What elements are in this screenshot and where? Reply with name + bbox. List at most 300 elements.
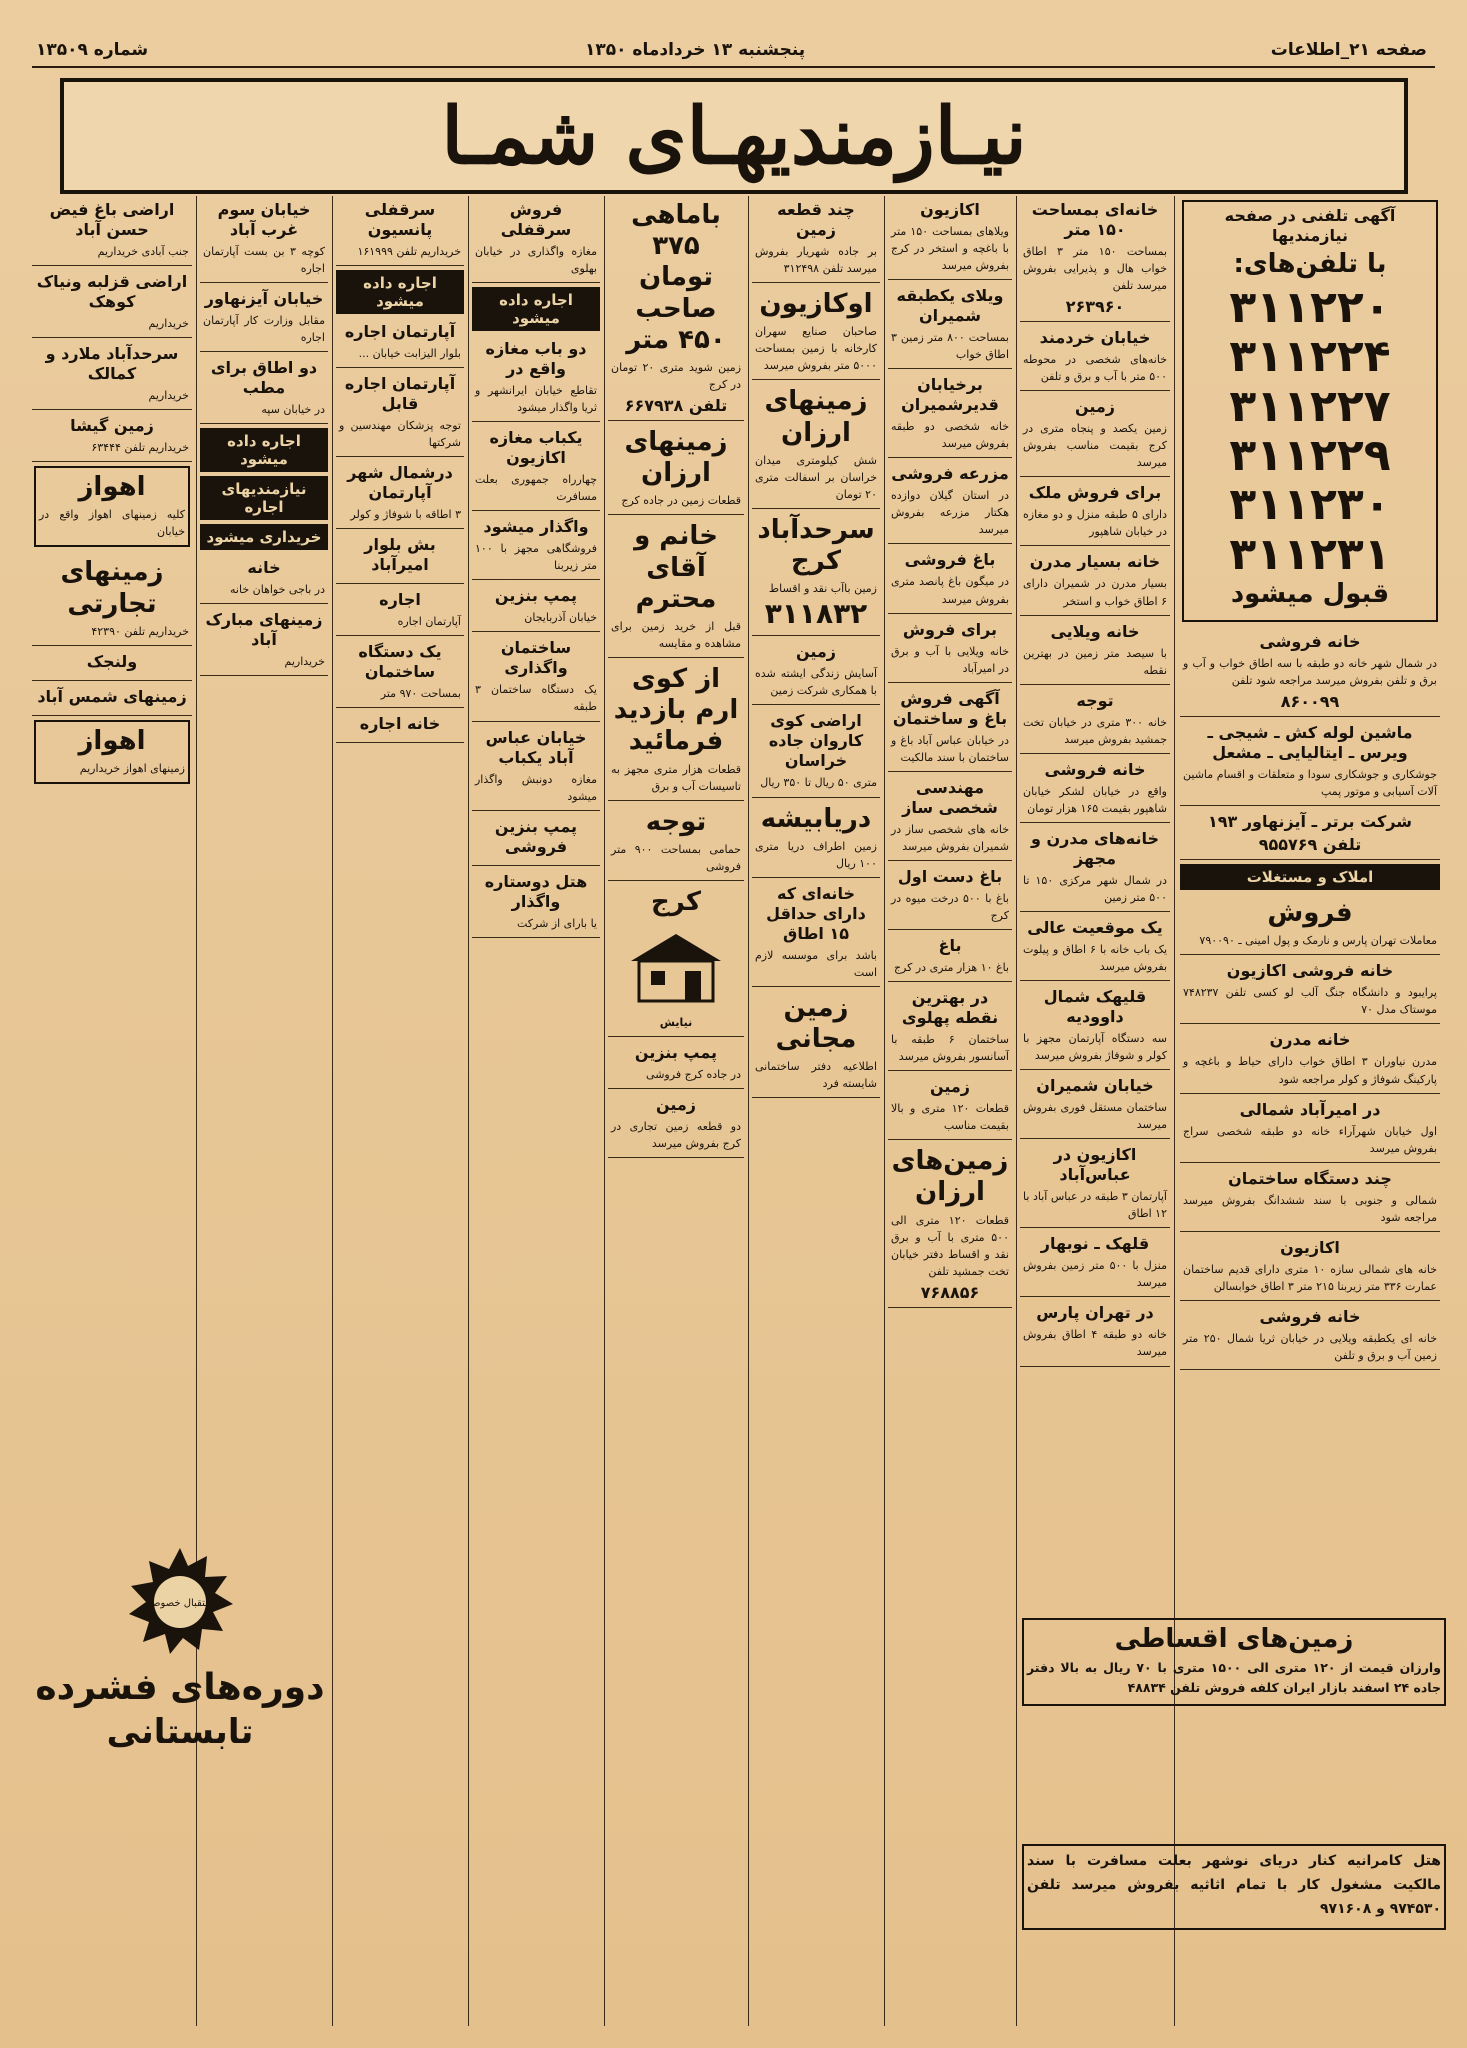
ad-text: خانه‌های شخصی در محوطه ۵۰۰ متر با آب و برق و تلفن <box>1023 353 1167 384</box>
ad-title: قلیهک شمال داوودیه <box>1043 987 1147 1027</box>
classified-ad <box>472 868 600 938</box>
classified-ad <box>888 460 1012 544</box>
classified-ad <box>472 724 600 811</box>
classified-ad <box>472 335 600 422</box>
ad-text: در استان گیلان دوازده هکتار مزرعه بفروش میرسد <box>891 489 1009 537</box>
classified-ad <box>200 554 328 604</box>
classified-ad <box>1020 983 1170 1070</box>
featured-ad <box>888 1142 1012 1308</box>
ad-text: ۳ اطاقه با شوفاژ و کولر <box>350 508 461 522</box>
ad-text: یک باب خانه با ۶ اطاق و پیلوت بفروش میرسد <box>1023 942 1168 973</box>
classified-ad <box>34 720 190 784</box>
ad-title: اکازیون <box>1280 1237 1340 1257</box>
ad-title: زمین‌های اقساطی <box>1114 1624 1354 1654</box>
section-header-rent: اجاره داده میشود <box>200 428 328 472</box>
house-illustration-icon <box>621 926 731 1006</box>
classified-ad <box>1020 1299 1170 1366</box>
classified-ad <box>472 813 600 866</box>
classified-ad <box>1180 1096 1440 1163</box>
classified-ad <box>752 382 880 509</box>
classified-ad <box>888 774 1012 861</box>
ad-title: در تهران پارس <box>1036 1303 1154 1323</box>
ad-title: زمین‌های ارزان <box>891 1146 1009 1208</box>
classified-ad <box>336 531 464 584</box>
ad-text: اول خیابان شهرآراء خانه دو طبقه شخصی سراج بفروش میرسد <box>1183 1124 1437 1155</box>
ad-title: خانه اجاره <box>359 714 441 734</box>
classified-ad <box>1020 618 1170 685</box>
classified-ad <box>1020 324 1170 391</box>
classified-ad <box>752 511 880 636</box>
classified-ad <box>32 196 192 266</box>
classified-ad <box>1020 393 1170 477</box>
classified-ad <box>200 285 328 352</box>
ad-title: زمینهای ارزان <box>764 386 868 448</box>
ad-text: واقع در خیابان لشکر خیابان شاهپور بقیمت ۱۶۵ هزار تومان <box>1023 784 1167 815</box>
ad-title: خانه فروشی اکازیون <box>1226 961 1394 981</box>
phone-box <box>1182 200 1438 622</box>
ad-title: زمینهای مبارک آباد <box>205 610 323 650</box>
ad-text: چهارراه جمهوری بعلت مسافرت <box>475 473 597 504</box>
ad-title: توجه <box>1076 690 1114 710</box>
classified-ad <box>608 517 744 658</box>
ad-text: متری ۵۰ ریال تا ۳۵۰ ریال <box>760 776 877 790</box>
ad-phone: تلفن ۹۵۵۷۶۹ <box>1258 835 1362 855</box>
classified-ad <box>1020 914 1170 981</box>
ad-text: فروشگاهی مجهز با ۱۰۰ متر زیربنا <box>475 542 597 573</box>
column-5 <box>608 196 744 2026</box>
ad-text: دارای ۵ طبقه منزل و دو مغازه در خیابان شاهپور <box>1023 508 1167 539</box>
ad-text: خانه ای یکطبقه ویلایی در خیابان ثریا شمال ۲۵۰ متر زمین آب و برق و تلفن <box>1183 1331 1437 1362</box>
classified-ad <box>472 513 600 580</box>
classified-ad <box>1020 548 1170 615</box>
classified-ad <box>608 423 744 515</box>
classified-ad <box>200 196 328 283</box>
phone-number: ۳۱۱۲۲۷ <box>1229 380 1391 432</box>
ad-title: خیابان آیزنهاور <box>204 289 324 309</box>
ad-text: تقاطع خیابان ایرانشهر و ثریا واگذار میشود <box>475 384 597 415</box>
ad-text: جوشکاری و جوشکاری سودا و متعلقات و اقسام ماشین آلات آسیابی و موتور پمپ <box>1183 768 1437 799</box>
classified-ad <box>888 282 1012 369</box>
ad-text: خانه ۳۰۰ متری در خیابان تخت جمشید بفروش میرسد <box>1023 715 1167 746</box>
ad-text: هتل کامرانیه کنار دریای نوشهر بعلت مسافرت با سند مالکیت مشغول کار با تمام اثاثیه بفروش میرسد تلفن ۹۷۴۵۳۰ و ۹۷۱۶۰۸ <box>1027 1853 1441 1917</box>
ad-phone: ۷۶۸۸۵۶ <box>920 1282 980 1302</box>
header-page-label: صفحه ۲۱_اطلاعات <box>1270 40 1427 60</box>
ad-text: بر جاده شهریار بفروش میرسد تلفن ۳۱۲۴۹۸ <box>755 245 877 276</box>
ad-title: چند قطعه زمین <box>777 200 855 239</box>
ad-title: زمین مجانی <box>775 992 857 1055</box>
big-phone: ۳۱۱۸۳۲ <box>764 597 868 631</box>
ad-text: خریداریم <box>148 389 189 403</box>
ad-text: در خیابان عباس آباد باغ و ساختمان با سند مالکیت <box>891 733 1009 764</box>
ad-text: زمین شوید متری ۲۰ تومان در کرج <box>611 360 742 391</box>
classified-ad <box>1180 808 1440 860</box>
ad-title: زمین <box>929 1077 971 1097</box>
ad-title: خانه فروشی <box>1044 759 1146 779</box>
classified-ad <box>752 285 880 380</box>
ad-text: زمین باآب نقد و اقساط <box>768 582 877 596</box>
classified-ad <box>1180 1234 1440 1301</box>
ad-text: خانه های شخصی ساز در شمیران بفروش میرسد <box>891 822 1009 853</box>
ad-title: پمپ بنزین <box>634 1043 718 1063</box>
classified-ad <box>752 638 880 705</box>
classified-ad <box>336 196 464 266</box>
ad-text: خریداریم تلفن ۴۲۳۹۰ <box>91 624 189 638</box>
ad-title: زمینهای تجارتی <box>60 557 164 619</box>
ad-title: آپارتمان اجاره قابل <box>344 374 456 414</box>
classified-ad <box>608 196 744 421</box>
ad-text: ساختمان ۶ طبقه با آسانسور بفروش میرسد <box>891 1032 1009 1064</box>
ad-text: مدرن نیاوران ۳ اطاق خواب دارای حیاط و باغچه و پارکینگ شوفاژ و کولر مراجعه شود <box>1183 1055 1437 1086</box>
ad-text: قطعات ۱۲۰ متری و بالا بقیمت مناسب <box>891 1102 1009 1133</box>
classified-ad <box>1180 719 1440 806</box>
column-rule <box>332 196 333 2026</box>
ad-title: یک دستگاه ساختمان <box>358 642 442 682</box>
ad-text: زمینهای اهواز خریداریم <box>79 762 185 776</box>
ad-text: خانه دو طبقه ۴ اطاق بفروش میرسد <box>1023 1328 1167 1359</box>
ad-title: سرقفلی پانسیون <box>364 200 436 239</box>
header-rule <box>32 66 1435 68</box>
ad-text: قبل از خرید زمین برای مشاهده و مقایسه <box>611 620 741 651</box>
classified-ad <box>752 707 880 797</box>
classified-ad <box>1180 1303 1440 1370</box>
ad-text: توجه پزشکان مهندسین و شرکتها <box>339 419 461 450</box>
ad-phone: ۲۶۳۹۶۰ <box>1065 297 1125 317</box>
classified-ad <box>608 803 744 881</box>
ad-title: از کوی ارم بازدید فرمائید <box>613 664 739 757</box>
classified-ad <box>752 196 880 283</box>
ad-text: خریداریم تلفن ۶۳۴۴۴ <box>91 441 189 455</box>
classified-ad <box>32 648 192 681</box>
phone-number: ۳۱۱۲۳۰ <box>1229 479 1391 531</box>
phone-number: ۳۱۱۲۲۴ <box>1229 331 1391 383</box>
ad-title: خیابان خردمند <box>1039 328 1151 348</box>
ad-title: خانه <box>247 558 281 578</box>
ad-title: دریابیشه <box>760 803 872 834</box>
classified-ad <box>1020 825 1170 912</box>
ad-title: باغ <box>938 935 962 955</box>
banner-title: نیـازمندیهـای شمـا <box>441 90 1027 182</box>
ad-phone: ۸۶۰۰۹۹ <box>1280 692 1340 712</box>
ad-text: باشد برای موسسه لازم است <box>755 948 877 979</box>
starburst-seal-icon <box>125 1546 235 1656</box>
ad-text: مغازه دونبش واگذار میشود <box>475 772 597 803</box>
ad-title: فروش سرقفلی <box>500 200 572 239</box>
phone-number: ۳۱۱۲۲۰ <box>1229 282 1391 334</box>
ad-title: بش بلوار امیرآباد <box>364 535 436 575</box>
ad-title: مهندسی شخصی ساز <box>902 777 998 817</box>
column-rule <box>604 196 605 2026</box>
ad-text: خانه های شمالی سازه ۱۰ متری دارای قدیم ساختمان عمارت ۳۳۶ متر زیربنا ۲۱۵ متر ۳ اطاق خوابسالن <box>1183 1262 1438 1293</box>
classified-ad <box>336 710 464 743</box>
ad-text: معاملات تهران پارس و نارمک و پول امینی ـ ۷۹۰۰۹۰ <box>1199 934 1437 948</box>
ad-text: ویلاهای بمساحت ۱۵۰ متر با باغچه و استخر در کرج بفروش میرسد <box>891 225 1009 273</box>
classified-ad <box>200 354 328 424</box>
ad-title: خانم و آقای محترم <box>634 521 718 614</box>
ad-text: در شمال شهر مرکزی ۱۵۰ تا ۵۰۰ متر زمین <box>1023 873 1167 904</box>
ad-text: زمین اطراف دریا متری ۱۰۰ ریال <box>755 839 877 870</box>
classified-ad <box>1020 479 1170 546</box>
summer-courses-ad <box>32 1540 328 2020</box>
classified-ad <box>888 984 1012 1071</box>
ad-title: باماهی ۳۷۵ تومان صاحب ۴۵۰ متر <box>626 200 726 355</box>
ad-text: اطلاعیه دفتر ساختمانی شایسته فرد <box>755 1060 877 1091</box>
ad-text: حمامی بمساحت ۹۰۰ متر فروشی <box>611 842 741 873</box>
classified-ad <box>1180 1165 1440 1232</box>
ad-text: زمین یکصد و پنجاه متری در کرج بقیمت مناسب بفروش میرسد <box>1023 422 1167 470</box>
classified-ad <box>1020 1230 1170 1297</box>
classified-ad <box>752 800 880 878</box>
ad-text: ساختمان مستقل فوری بفروش میرسد <box>1023 1101 1167 1132</box>
ad-text: قطعات زمین در جاده کرج <box>621 494 741 508</box>
classified-ad <box>1180 1026 1440 1093</box>
ad-text: صاحبان صنایع سهران کارخانه با زمین بمساحت ۵۰۰۰ متر بفروش میرسد <box>755 325 877 373</box>
installment-lands-ad <box>1022 1618 1446 1706</box>
ad-text: با سیصد متر زمین در بهترین نقطه <box>1023 646 1167 677</box>
ad-text: خیابان آذربایجان <box>524 611 597 625</box>
ad-title: سرحدآباد کرج <box>757 514 875 577</box>
ad-text: آپارتمان اجاره <box>397 615 461 629</box>
ad-text: وارزان قیمت از ۱۲۰ متری الی ۱۵۰۰ متری با ۷۰ ریال به بالا دفتر جاده ۲۴ اسفند بازار ایران کلفه فروش تلفن ۴۸۸۳۴ <box>1027 1660 1441 1695</box>
ad-title: باغ دست اول <box>897 866 1003 886</box>
classified-ad <box>888 863 1012 930</box>
ad-text: بمساحت ۱۵۰ متر ۳ اطاق خواب هال و پذیرایی بفروش میرسد تلفن <box>1023 245 1168 293</box>
ad-title: واگذار میشود <box>483 517 589 537</box>
classified-ad <box>608 1091 744 1158</box>
ad-title: اراضی کوی کاروان جاده خراسان <box>768 711 864 771</box>
column-rule <box>748 196 749 2026</box>
ad-title: دو اطاق برای مطب <box>210 358 318 398</box>
classified-ad <box>888 685 1012 772</box>
ad-title: برای فروش ملک <box>1028 483 1162 503</box>
classified-ad <box>472 582 600 632</box>
phone-box-lead: آگهی تلفنی در صفحه نیازمندیها <box>1224 206 1396 245</box>
column-6 <box>472 196 600 2026</box>
ad-text: خانه ویلایی با آب و برق در امیرآباد <box>891 644 1009 675</box>
classified-ad <box>336 370 464 457</box>
ad-text: قطعات ۱۲۰ متری الی ۵۰۰ متری با آب و برق نقد و اقساط دفتر خیابان تخت جمشید تلفن <box>891 1213 1009 1278</box>
ad-title: زمین <box>795 642 837 662</box>
column-rule <box>468 196 469 2026</box>
column-7 <box>336 196 464 2026</box>
classified-ad <box>1020 196 1170 322</box>
classified-ad <box>608 660 744 801</box>
classified-ad <box>1020 1141 1170 1228</box>
classified-ad <box>1180 894 1440 955</box>
ad-text: کوچه ۳ بن بست آپارتمان اجاره <box>203 245 325 276</box>
ad-text: بمساحت ۹۷۰ متر <box>380 687 461 701</box>
ad-title: آگهی فروش باغ و ساختمان <box>892 688 1008 728</box>
column-rule <box>884 196 885 2026</box>
ad-title: خانه بسیار مدرن <box>1029 552 1161 572</box>
ad-title: ماشین لوله کش ـ شیجی ـ ویرس ـ ایتالیایی ـ مشعل <box>1207 723 1413 763</box>
classified-ad <box>472 634 600 721</box>
ad-text: در باجی خواهان خانه <box>230 583 325 597</box>
ad-title: سرحدآباد ملارد و کمالک <box>45 344 179 384</box>
ad-text: باغ ۱۰ هزار متری در کرج <box>893 960 1009 974</box>
ad-title: در امیرآباد شمالی <box>1239 1099 1381 1119</box>
ad-text: نیایش <box>659 1016 693 1030</box>
phone-box-with: با تلفن‌های: <box>1233 249 1387 279</box>
ad-title: برای فروش <box>902 619 998 639</box>
section-header-buy: خریداری میشود <box>200 524 328 550</box>
classified-ad <box>1180 957 1440 1024</box>
ad-title: خیابان عباس آباد یکباب <box>485 727 587 767</box>
column-3 <box>888 196 1012 2026</box>
ad-text: خریداریم <box>148 317 189 331</box>
ad-title: قلهک ـ نوبهار <box>1040 1234 1150 1254</box>
section-header-estate: املاک و مستغلات <box>1180 864 1440 890</box>
section-banner <box>60 78 1408 194</box>
ad-text: آسایش زندگی ایشته شده با همکاری شرکت زمین <box>755 667 877 698</box>
classified-ad <box>472 424 600 511</box>
ad-text: دو قطعه زمین تجاری در کرج بفروش میرسد <box>611 1120 741 1151</box>
ad-title: اجاره <box>379 590 421 610</box>
ad-text: مقابل وزارت کار آپارتمان اجاره <box>203 314 325 345</box>
ad-text: قطعات هزار متری مجهز به تاسیسات آب و برق <box>611 762 741 793</box>
ad-title: پمپ بنزین فروشی <box>494 816 578 856</box>
classified-ad <box>32 412 192 462</box>
classified-ad <box>32 268 192 338</box>
phone-number: ۳۱۱۲۲۹ <box>1229 429 1391 481</box>
classified-ad <box>752 989 880 1098</box>
classified-ad <box>752 880 880 987</box>
ad-title: خانه‌ای بمساحت ۱۵۰ متر <box>1031 200 1159 239</box>
ad-title: چند دستگاه ساختمان <box>1228 1168 1392 1188</box>
ad-title: خانه‌ای که دارای حداقل ۱۵ اطاق <box>766 883 866 943</box>
classified-ad <box>888 1073 1012 1140</box>
ad-title: دو باب مغازه واقع در <box>485 339 587 379</box>
ad-title: اوکازیون <box>759 289 873 320</box>
classified-ad <box>34 466 190 547</box>
classified-ad <box>1180 628 1440 717</box>
ad-phone: تلفن ۶۶۷۹۳۸ <box>624 396 728 416</box>
ad-text: خریداریم <box>284 655 325 669</box>
ad-title: اکازیون <box>920 200 980 219</box>
ad-text: خانه شخصی دو طبقه بفروش میرسد <box>891 420 1009 451</box>
column-2 <box>1020 196 1170 1606</box>
ad-subtitle: تابستانی <box>106 1712 254 1753</box>
ad-title: دوره‌های فشرده <box>35 1667 325 1708</box>
ad-title: پمپ بنزین <box>494 586 578 606</box>
ad-title: زمین <box>655 1095 697 1115</box>
classified-ad <box>200 606 328 676</box>
seal-text: استقبال خصوصی <box>143 1598 217 1609</box>
ad-title: یکباب مغازه اکازیون <box>489 428 583 468</box>
header-date: پنجشنبه ۱۳ خردادماه ۱۳۵۰ <box>585 40 806 60</box>
phone-number: ۳۱۱۲۳۱ <box>1229 528 1391 580</box>
classified-ad <box>336 318 464 368</box>
ad-title: زمینهای ارزان <box>624 427 728 489</box>
ad-title: آپارتمان اجاره <box>344 322 456 342</box>
ad-title: زمین گیشا <box>70 416 154 436</box>
ad-text: خریداریم تلفن ۱۶۱۹۹۹ <box>357 245 461 258</box>
ad-text: بسیار مدرن در شمیران دارای ۶ اطاق خواب و استخر <box>1023 577 1167 608</box>
classified-ad <box>32 683 192 716</box>
ad-title: اراضی باغ فیض حسن آباد <box>49 200 175 239</box>
column-4 <box>752 196 880 2026</box>
ad-title: خانه فروشی <box>1259 1306 1361 1326</box>
classified-ad <box>888 616 1012 683</box>
ad-title: خانه‌های مدرن و مجهز <box>1030 828 1160 868</box>
classified-ad <box>336 638 464 708</box>
ad-title: توجه <box>645 806 707 837</box>
ad-text: منزل با ۵۰۰ متر زمین بفروش میرسد <box>1023 1259 1167 1290</box>
section-header-rent: اجاره داده میشود <box>472 287 600 331</box>
ad-title: خانه مدرن <box>1269 1030 1351 1050</box>
ad-title: برخیابان قدیرشمیران <box>901 375 999 415</box>
column-rule <box>1016 196 1017 2026</box>
classified-ad <box>32 553 192 645</box>
ad-text: بلوار الیزابت خیابان ... <box>358 347 461 361</box>
classified-ad <box>32 340 192 410</box>
ad-title: باغ فروشی <box>904 550 996 570</box>
ad-title: هتل دوستاره واگذار <box>484 871 588 911</box>
ad-title: در بهترین نقطه پهلوی <box>901 987 999 1027</box>
ad-title: ولنجک <box>86 651 138 671</box>
ad-text: در میگون باغ پانصد متری بفروش میرسد <box>891 575 1009 606</box>
ad-text: یا بارای از شرکت <box>517 916 597 930</box>
ad-title: اکازیون در عباس‌آباد <box>1053 1145 1137 1185</box>
ad-title: مزرعه فروشی <box>891 464 1009 484</box>
classified-ad <box>1020 687 1170 754</box>
phone-box-accepted: قبول میشود <box>1230 578 1390 609</box>
ad-title: خیابان سوم غرب آباد <box>217 200 311 239</box>
classified-ad <box>608 883 744 1037</box>
ad-text: آپارتمان ۳ طبقه در عباس آباد با ۱۲ اطاق <box>1023 1190 1167 1221</box>
ad-text: کلیه زمینهای اهواز واقع در خیابان <box>39 508 185 539</box>
column-9 <box>32 196 192 1526</box>
section-header-rent: اجاره داده میشود <box>336 270 464 314</box>
ad-title: ساختمان واگذاری <box>500 638 572 678</box>
ad-title: خیابان شمیران <box>1036 1076 1154 1096</box>
ad-text: شمالی و جنوبی با سند ششدانگ بفروش میرسد مراجعه شود <box>1183 1193 1437 1224</box>
ad-title: درشمال شهر آپارتمان <box>347 463 453 503</box>
classified-ad <box>336 586 464 636</box>
ad-title: زمین <box>1074 397 1116 417</box>
hotel-ad <box>1022 1844 1446 1930</box>
ad-title: اهواز <box>78 725 146 756</box>
ad-title: خانه فروشی <box>1259 631 1361 651</box>
ad-title: یک موقعیت عالی <box>1027 917 1163 937</box>
classified-ad <box>888 196 1012 280</box>
header-issue: شماره ۱۳۵۰۹ <box>36 40 149 60</box>
classified-ad <box>608 1039 744 1089</box>
ad-text: در جاده کرج فروشی <box>646 1068 741 1082</box>
ad-text: مغازه واگذاری در خیابان بهلوی <box>475 245 597 276</box>
ad-text: شش کیلومتری میدان خراسان بر اسفالت متری ۲۰ تومان <box>755 453 877 501</box>
ad-title: کرج <box>650 887 702 918</box>
ad-text: پرایبود و دانشگاه جنگ آلب لو کسی تلفن ۷۴۸۲۳۷ موستاک مدل ۷۰ <box>1183 986 1437 1017</box>
column-rule <box>1174 196 1175 2026</box>
column-1 <box>1180 196 1440 2026</box>
classified-ad <box>888 546 1012 613</box>
ad-text: در شمال شهر خانه دو طبقه با سه اطاق خواب و آب و برق و تلفن بفروش میرسد مراجعه شود تلفن <box>1183 656 1437 688</box>
ad-text: جنب آبادی خریداریم <box>97 245 189 258</box>
ad-text: یک دستگاه ساختمان ۳ طبقه <box>475 683 597 714</box>
ad-text: بمساحت ۸۰۰ متر زمین ۳ اطاق خواب <box>891 331 1009 362</box>
ad-title: فروش <box>1267 898 1353 929</box>
classified-ad <box>336 459 464 529</box>
ad-title: اراضی قزلبه ونیاک کوهک <box>36 272 188 312</box>
section-header-rent-needs: نیازمندیهای اجاره <box>200 476 328 520</box>
ad-title: اهواز <box>78 472 146 503</box>
ad-title: ویلای یکطبقه شمیران <box>896 286 1004 326</box>
classified-ad <box>888 932 1012 982</box>
ad-title: شرکت برتر ـ آیزنهاور ۱۹۳ <box>1207 812 1413 832</box>
ad-title: خانه ویلایی <box>1050 621 1140 641</box>
ad-text: سه دستگاه آپارتمان مجهز با کولر و شوفاژ بفروش میرسد <box>1023 1032 1167 1063</box>
ad-title: زمینهای شمس آباد <box>37 686 187 706</box>
